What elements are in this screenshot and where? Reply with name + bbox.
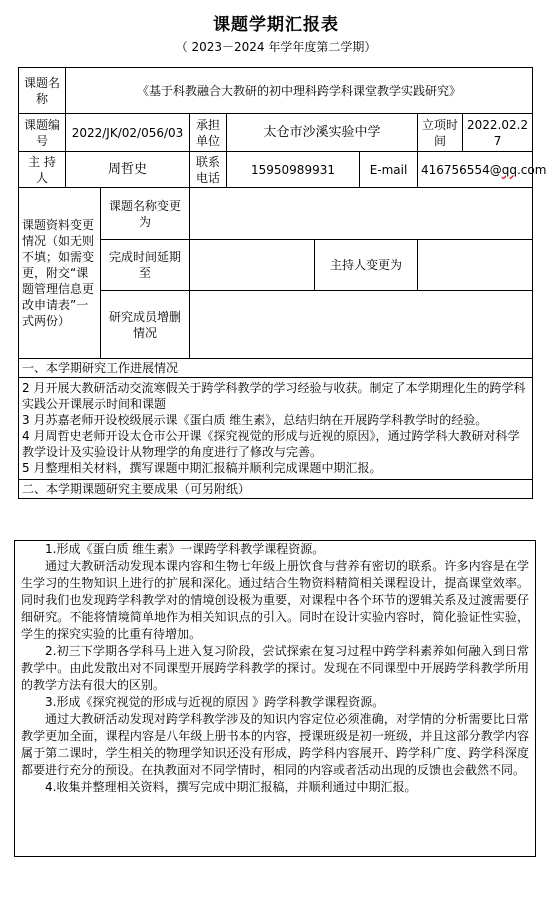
result-paragraph: 通过大教研活动发现对跨学科教学涉及的知识内容定位必须准确，对学情的分析需要比日常教学更加全面，课程内容是八年级上册书本的内容，授课班级是初一班级，并且这部分教学内容属于第二课时，学生相关的物理学知识还没有形成，跨学科内容展开、跨学科广度、跨学科深度都要进行充分的预设。在执教面对不同学情时，相同的内容或者活动出现的反馈也会截然不同。 [21, 712, 529, 777]
topic-no-label: 课题编号 [19, 114, 66, 152]
topic-name-label: 课题名称 [19, 68, 66, 114]
progress-item: 3 月苏嘉老师开设校级展示课《蛋白质 维生素》，总结归纳在开展跨学科教学时的经验。 [22, 413, 488, 427]
setup-time-label: 立项时间 [418, 114, 463, 152]
report-form-table [18, 67, 547, 499]
result-paragraph: 1.形成《蛋白质 维生素》一课跨学科教学课程资源。 [45, 542, 325, 556]
progress-item: 5 月整理相关材料，撰写课题中期汇报稿并顺利完成课题中期汇报。 [22, 461, 382, 475]
change-name-label: 课题名称变更为 [101, 188, 190, 240]
topic-no-value: 2022/JK/02/056/03 [66, 114, 190, 152]
change-members-label: 研究成员增删情况 [101, 291, 190, 359]
host-label: 主 持 人 [19, 152, 66, 188]
host-value: 周哲史 [66, 152, 190, 188]
unit-value: 太仓市沙溪实验中学 [227, 114, 418, 152]
phone-value: 15950989931 [227, 152, 360, 188]
email-value: 416756554@qq.com [418, 152, 533, 188]
unit-label: 承担单位 [190, 114, 227, 152]
email-label: E-mail [360, 152, 418, 188]
progress-item: 2 月开展大教研活动交流寒假关于跨学科教学的学习经验与收获。制定了本学期理化生的跨学科实践公开课展示时间和课题 [22, 381, 526, 411]
result-paragraph: 4.收集并整理相关资料，撰写完成中期汇报稿，并顺利通过中期汇报。 [45, 780, 417, 794]
change-host-label: 主持人变更为 [315, 240, 418, 291]
section2-results-box [14, 540, 536, 857]
change-info-label: 课题资料变更情况（如无则不填；如需变更，附交“课题管理信息更改申请表”一式两份） [19, 188, 101, 359]
section2-heading: 二、本学期课题研究主要成果（可另附纸） [19, 480, 533, 499]
setup-time-value: 2022.02.27 [463, 114, 533, 152]
section1-heading: 一、本学期研究工作进展情况 [19, 359, 533, 378]
page-subtitle: （ 2023－2024 年学年度第二学期） [175, 40, 377, 54]
result-paragraph: 3.形成《探究视觉的形成与近视的原因 》跨学科教学课程资源。 [45, 695, 385, 709]
phone-label: 联系电话 [190, 152, 227, 188]
change-host-value [418, 240, 533, 291]
change-name-value [190, 188, 533, 240]
section1-progress [19, 378, 533, 480]
topic-name-value: 《基于科教融合大教研的初中理科跨学科课堂教学实践研究》 [66, 68, 533, 114]
result-paragraph: 通过大教研活动发现本课内容和生物七年级上册饮食与营养有密切的联系。许多内容是在学生学习的生物知识上进行的扩展和深化。通过结合生物资料精简相关课程设计，提高课堂效率。同时我们也发现跨学科教学对的情境创设极为重要，对课程中各个环节的逻辑关系及过渡需要仔细研究。不能将情境简单地作为相关知识点的引入。同时在设计实验内容时，简化验证性实验，学生的探究实验的比重有待增加。 [21, 559, 529, 641]
change-deadline-label: 完成时间延期至 [101, 240, 190, 291]
result-paragraph: 2.初三下学期各学科马上进入复习阶段，尝试探索在复习过程中跨学科素养如何融入到日常教学中。由此发散出对不同课型开展跨学科教学的探讨。发现在不同课型中开展跨学科教学所用的教学方法有很大的区别。 [21, 644, 529, 692]
progress-item: 4 月周哲史老师开设太仓市公开课《探究视觉的形成与近视的原因》，通过跨学科大教研对科学教学设计及实验设计从物理学的角度进行了修改与完善。 [22, 429, 520, 459]
page-title: 课题学期汇报表 [213, 15, 339, 35]
change-deadline-value [190, 240, 315, 291]
change-members-value [190, 291, 533, 359]
